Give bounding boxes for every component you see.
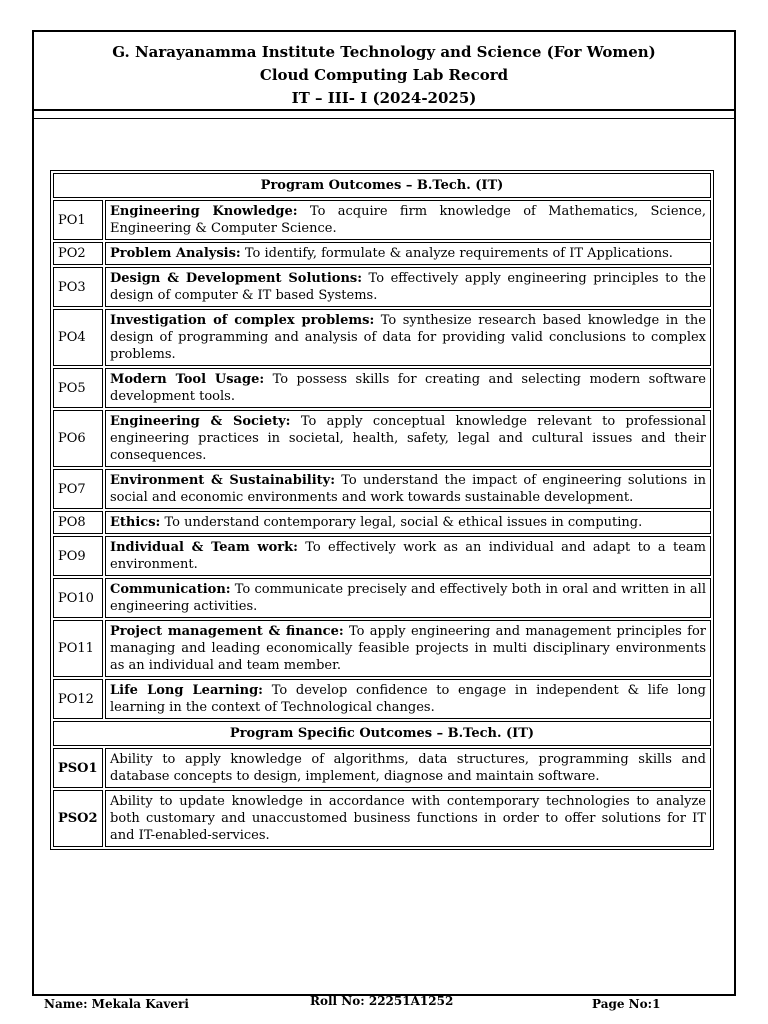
table-row (53, 368, 711, 408)
outcome-code: PO10 (53, 578, 103, 618)
table-row (53, 309, 711, 366)
outcome-heading: Design & Development Solutions: (110, 271, 363, 286)
pso-code: PSO1 (53, 748, 103, 788)
outcome-description (105, 469, 711, 509)
table-row (53, 536, 711, 576)
outcome-code: PO6 (53, 410, 103, 467)
outcome-description (105, 679, 711, 719)
outcome-text: To possess skills for creating and selecting modern software development tools. (110, 372, 706, 404)
outcome-code: PO4 (53, 309, 103, 366)
outcome-description (105, 410, 711, 467)
po-section-title: Program Outcomes – B.Tech. (IT) (53, 173, 711, 198)
outcome-heading: Individual & Team work: (110, 540, 298, 555)
outcome-heading: Ethics: (110, 515, 161, 530)
outcome-heading: Problem Analysis: (110, 246, 241, 261)
outcome-code: PO3 (53, 267, 103, 307)
outcome-heading: Project management & finance: (110, 624, 344, 639)
table-row (53, 200, 711, 240)
outcome-code: PO5 (53, 368, 103, 408)
table-row (53, 790, 711, 847)
outcome-heading: Environment & Sustainability: (110, 473, 335, 488)
outcome-description (105, 578, 711, 618)
table-row (53, 267, 711, 307)
outcome-code: PO9 (53, 536, 103, 576)
outcome-code: PO12 (53, 679, 103, 719)
table-row (53, 469, 711, 509)
outcome-description (105, 511, 711, 534)
outcome-text: To synthesize research based knowledge in the design of programming and analysis of data for providing valid conclusions to complex problems. (110, 313, 706, 362)
outcome-description (105, 267, 711, 307)
table-row (53, 242, 711, 265)
table-row (53, 679, 711, 719)
pso-section-title: Program Specific Outcomes – B.Tech. (IT) (53, 721, 711, 746)
page-frame (32, 30, 736, 996)
outcome-heading: Life Long Learning: (110, 683, 263, 698)
outcome-text: To understand the impact of engineering solutions in social and economic environments and work towards sustainable development. (110, 473, 706, 505)
outcome-text: To communicate precisely and effectively both in oral and written in all engineering activities. (110, 582, 706, 614)
outcome-text: To apply engineering and management principles for managing and leading economically feasible projects in multi disciplinary environments as an individual and team member. (110, 624, 706, 673)
outcome-description (105, 536, 711, 576)
outcome-heading: Engineering Knowledge: (110, 204, 298, 219)
outcome-heading: Communication: (110, 582, 231, 597)
outcome-text: To acquire firm knowledge of Mathematics, Science, Engineering & Computer Science. (110, 204, 706, 236)
outcome-heading: Modern Tool Usage: (110, 372, 265, 387)
outcome-code: PO11 (53, 620, 103, 677)
page-number: Page No:1 (592, 997, 661, 1011)
table-row (53, 620, 711, 677)
outcome-text: To effectively apply engineering principles to the design of computer & IT based Systems. (110, 271, 706, 303)
po-section-header (53, 173, 711, 198)
record-title: Cloud Computing Lab Record (259, 66, 509, 84)
outcomes-table (50, 170, 714, 850)
outcome-text: To understand contemporary legal, social & ethical issues in computing. (160, 515, 643, 530)
class-year: IT – III- I (2024-2025) (291, 89, 477, 107)
table-row (53, 410, 711, 467)
table-row (53, 511, 711, 534)
roll-number: Roll No: 22251A1252 (310, 994, 454, 1008)
institute-name: G. Narayanamma Institute Technology and Science (For Women) (112, 43, 656, 61)
outcome-description (105, 368, 711, 408)
student-name: Name: Mekala Kaveri (44, 997, 189, 1011)
page-footer (0, 996, 768, 1012)
table-row (53, 748, 711, 788)
header-divider (34, 118, 734, 119)
outcome-heading: Engineering & Society: (110, 414, 291, 429)
outcome-description (105, 242, 711, 265)
pso-description: Ability to apply knowledge of algorithms, data structures, programming skills and database concepts to design, implement, diagnose and maintain software. (105, 748, 711, 788)
outcome-heading: Investigation of complex problems: (110, 313, 375, 328)
outcome-text: To develop confidence to engage in independent & life long learning in the context of Technological changes. (110, 683, 706, 715)
outcome-code: PO7 (53, 469, 103, 509)
outcome-description (105, 620, 711, 677)
pso-description: Ability to update knowledge in accordance with contemporary technologies to analyze both customary and unaccustomed business functions in order to offer solutions for IT and IT-enabled-services. (105, 790, 711, 847)
outcome-code: PO1 (53, 200, 103, 240)
pso-section-header (53, 721, 711, 746)
pso-code: PSO2 (53, 790, 103, 847)
outcome-description (105, 200, 711, 240)
outcome-code: PO8 (53, 511, 103, 534)
outcome-code: PO2 (53, 242, 103, 265)
table-row (53, 578, 711, 618)
outcome-text: To apply conceptual knowledge relevant to professional engineering practices in societal, health, safety, legal and cultural issues and their consequences. (110, 414, 706, 463)
outcome-description (105, 309, 711, 366)
outcome-text: To identify, formulate & analyze requirements of IT Applications. (240, 246, 673, 261)
document-header (34, 32, 734, 111)
outcome-text: To effectively work as an individual and adapt to a team environment. (110, 540, 706, 572)
